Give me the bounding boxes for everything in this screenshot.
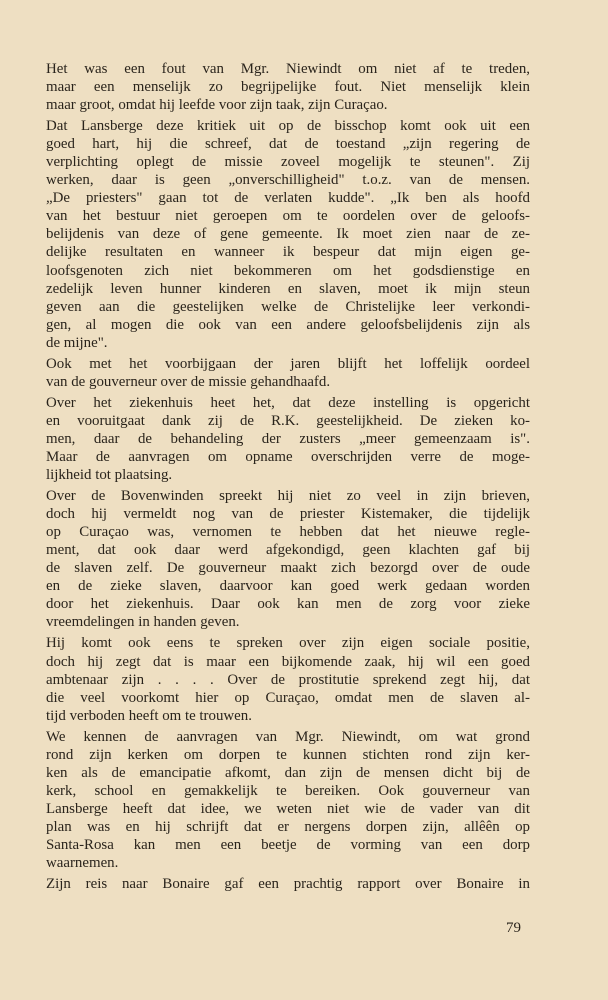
text-line: Maar de aanvragen om opname overschrijden verre de moge- [46,448,530,465]
text-line: doch hij zegt dat is maar een bijkomende zaak, hij wil een goed [46,653,530,670]
paragraph [46,634,530,724]
text-line: goed hart, hij die schreef, dat de toestand „zijn regering de [46,136,530,153]
text-line: ken als de emancipatie afkomt, dan zijn de mensen dicht bij de [46,764,530,781]
paragraph [46,355,530,391]
text-line: van het bestuur niet geroepen om te oordelen over de geloofs- [46,208,530,225]
text-line: die veel voorkomt hier op Curaçao, omdat men de slaven al- [46,689,530,706]
paragraph [46,487,530,631]
text-line: lijkheid tot plaatsing. [46,467,173,484]
text-line: zedelijk leven hunner kinderen en slaven, moet ik mijn steun [46,280,530,297]
text-line: verplichting oplegt de missie zoveel mogelijk te steunen". Zij [46,154,530,171]
text-line: op Curaçao was, vernomen te hebben dat het nieuwe regle- [46,524,530,541]
text-line: Zijn reis naar Bonaire gaf een prachtig rapport over Bonaire in [46,876,530,893]
text-line: tijd verboden heeft om te trouwen. [46,707,252,724]
text-line: Hij komt ook eens te spreken over zijn eigen sociale positie, [46,635,530,652]
text-line: ambtenaar zijn . . . . Over de prostitutie sprekend zegt hij, dat [46,671,530,688]
paragraph [46,394,530,484]
text-line: belijdenis van deze of gene gemeente. Ik moet zien naar de ze- [46,226,530,243]
text-line: Over de Bovenwinden spreekt hij niet zo veel in zijn brieven, [46,488,530,505]
text-line: gen, al mogen die ook van een andere geloofsbelijdenis zijn als [46,316,530,333]
text-line: Lansberge heeft dat idee, we weten niet wie de vader van dit [46,800,530,817]
text-line: van de gouverneur over de missie gehandhaafd. [46,373,331,390]
text-line: Het was een fout van Mgr. Niewindt om niet af te treden, [46,61,530,77]
page-number: 79 [506,920,521,936]
text-line: maar groot, omdat hij leefde voor zijn taak, zijn Curaçao. [46,97,388,114]
text-line: en de zieke slaven, daarvoor kan goed werk gedaan worden [46,578,530,595]
text-line: „De priesters" gaan tot de verlaten kudde". „Ik ben als hoofd [46,190,530,207]
paragraph [46,60,530,114]
text-line: rond zijn kerken om dorpen te kunnen stichten rond zijn ker- [46,746,530,763]
text-line: door het ziekenhuis. Daar ook kan men de zorg voor zieke [46,596,530,613]
text-line: kerk, school en gemakkelijk te bereiken. Ook gouverneur van [46,782,530,799]
text-line: doch hij vermeldt nog van de priester Kistemaker, die tijdelijk [46,506,530,523]
text-line: de mijne". [46,334,108,351]
text-line: waarnemen. [46,855,119,872]
text-line: loofsgenoten zich niet bekommeren om het godsdienstige en [46,262,530,279]
text-line: delijke resultaten en wanneer ik bespeur dat mijn eigen ge- [46,244,530,261]
text-line: en vooruitgaat dank zij de R.K. geestelijkheid. De zieken ko- [46,412,530,429]
paragraph [46,875,530,893]
text-line: men, daar de behandeling der zusters „meer gemeenzaam is". [46,430,530,447]
text-line: de slaven zelf. De gouverneur maakt zich bezorgd over de oude [46,560,530,577]
text-line: We kennen de aanvragen van Mgr. Niewindt, om wat grond [46,728,530,745]
text-line: Over het ziekenhuis heet het, dat deze instelling is opgericht [46,394,530,411]
body-text [46,60,530,896]
text-line: werken, daar is geen „onverschilligheid" t.o.z. van de mensen. [46,172,530,189]
text-line: geven aan die geestelijken welke de Christelijke leer verkondi- [46,298,530,315]
text-line: Santa-Rosa kan men een beetje de vorming van een dorp [46,836,530,853]
text-line: Ook met het voorbijgaan der jaren blijft het loffelijk oordeel [46,355,530,372]
paragraph [46,728,530,872]
text-line: maar een menselijk zo begrijpelijke fout. Niet menselijk klein [46,79,530,96]
text-line: Dat Lansberge deze kritiek uit op de bisschop komt ook uit een [46,118,530,135]
text-line: ment, dat ook daar werd afgekondigd, geen klachten gaf bij [46,542,530,559]
paragraph [46,117,530,352]
text-line: plan was en hij schrijft dat er nergens dorpen zijn, allêên op [46,818,530,835]
text-line: vreemdelingen in handen geven. [46,614,240,631]
